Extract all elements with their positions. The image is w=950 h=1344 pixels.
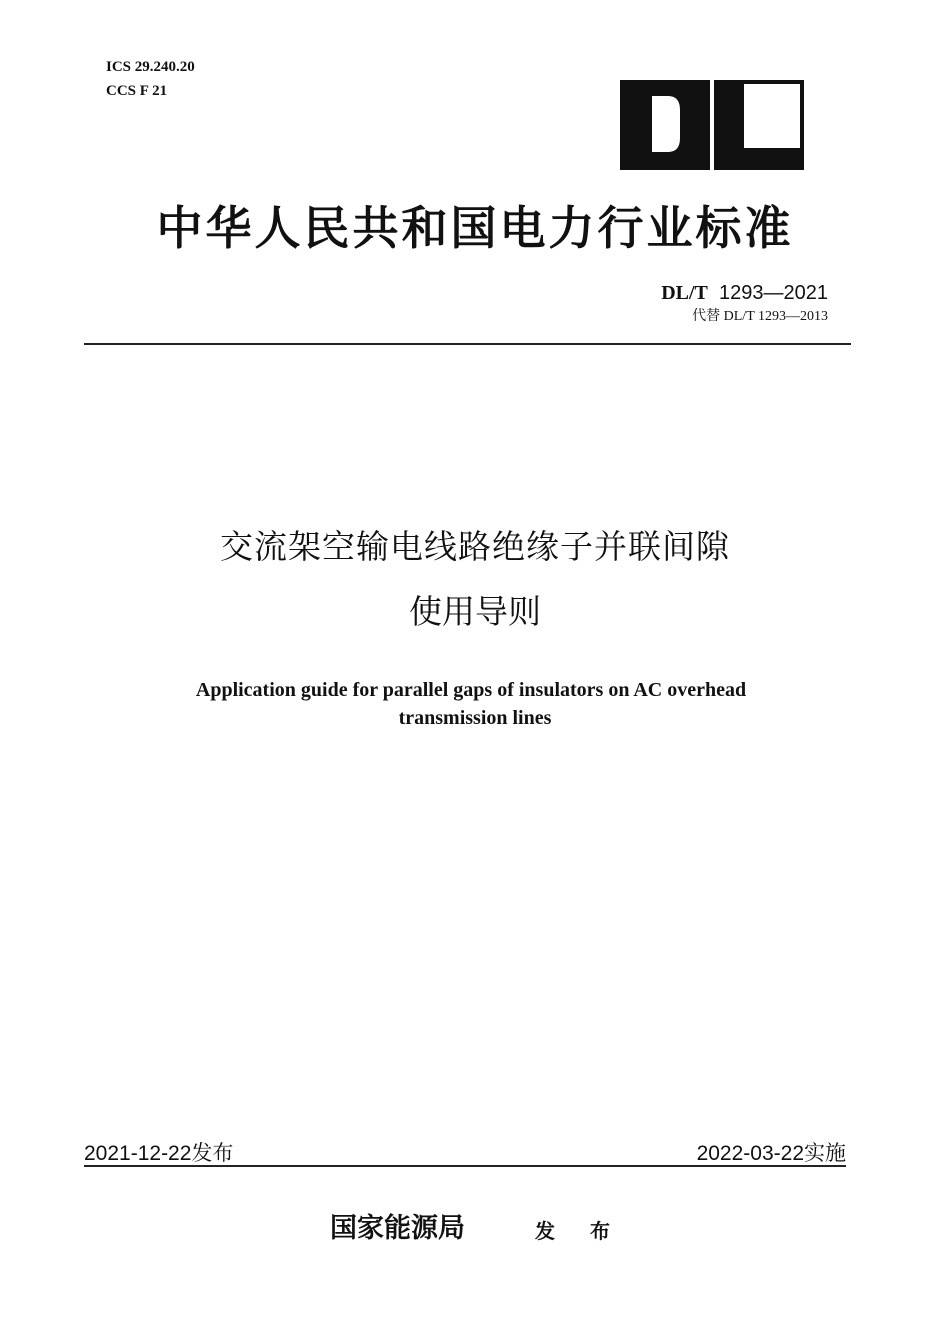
footer-divider	[84, 1165, 846, 1167]
title-chinese-line-1: 交流架空输电线路绝缘子并联间隙	[220, 527, 730, 566]
implementation-date-label: 实施	[804, 1141, 846, 1165]
dl-logo-graphic	[618, 76, 806, 172]
publisher-name: 国家能源局	[330, 1213, 465, 1244]
issue-date-label: 发布	[191, 1141, 234, 1165]
implementation-date-value: 2022-03-22	[696, 1142, 804, 1165]
replaces-standard: 代替 DL/T 1293—2013	[692, 309, 828, 324]
standard-number	[661, 281, 828, 305]
ccs-code: CCS F 21	[106, 83, 168, 99]
title-english-line-2: transmission lines	[398, 707, 552, 729]
issue-date	[84, 1140, 233, 1167]
issue-date-value: 2021-12-22	[84, 1142, 192, 1165]
header-divider	[84, 343, 851, 345]
title-chinese-line-2: 使用导则	[409, 592, 541, 631]
organization-title: 中华人民共和国电力行业标准	[156, 201, 794, 255]
title-english-line-1: Application guide for parallel gaps of insulators on AC overhead	[195, 679, 747, 701]
publish-label: 发 布	[535, 1219, 624, 1243]
dl-standard-logo-icon	[618, 76, 806, 172]
standard-number-value: 1293—2021	[719, 282, 828, 304]
standard-code: DL/T	[661, 282, 708, 304]
ics-code: ICS 29.240.20	[106, 59, 195, 75]
implementation-date	[697, 1140, 846, 1167]
